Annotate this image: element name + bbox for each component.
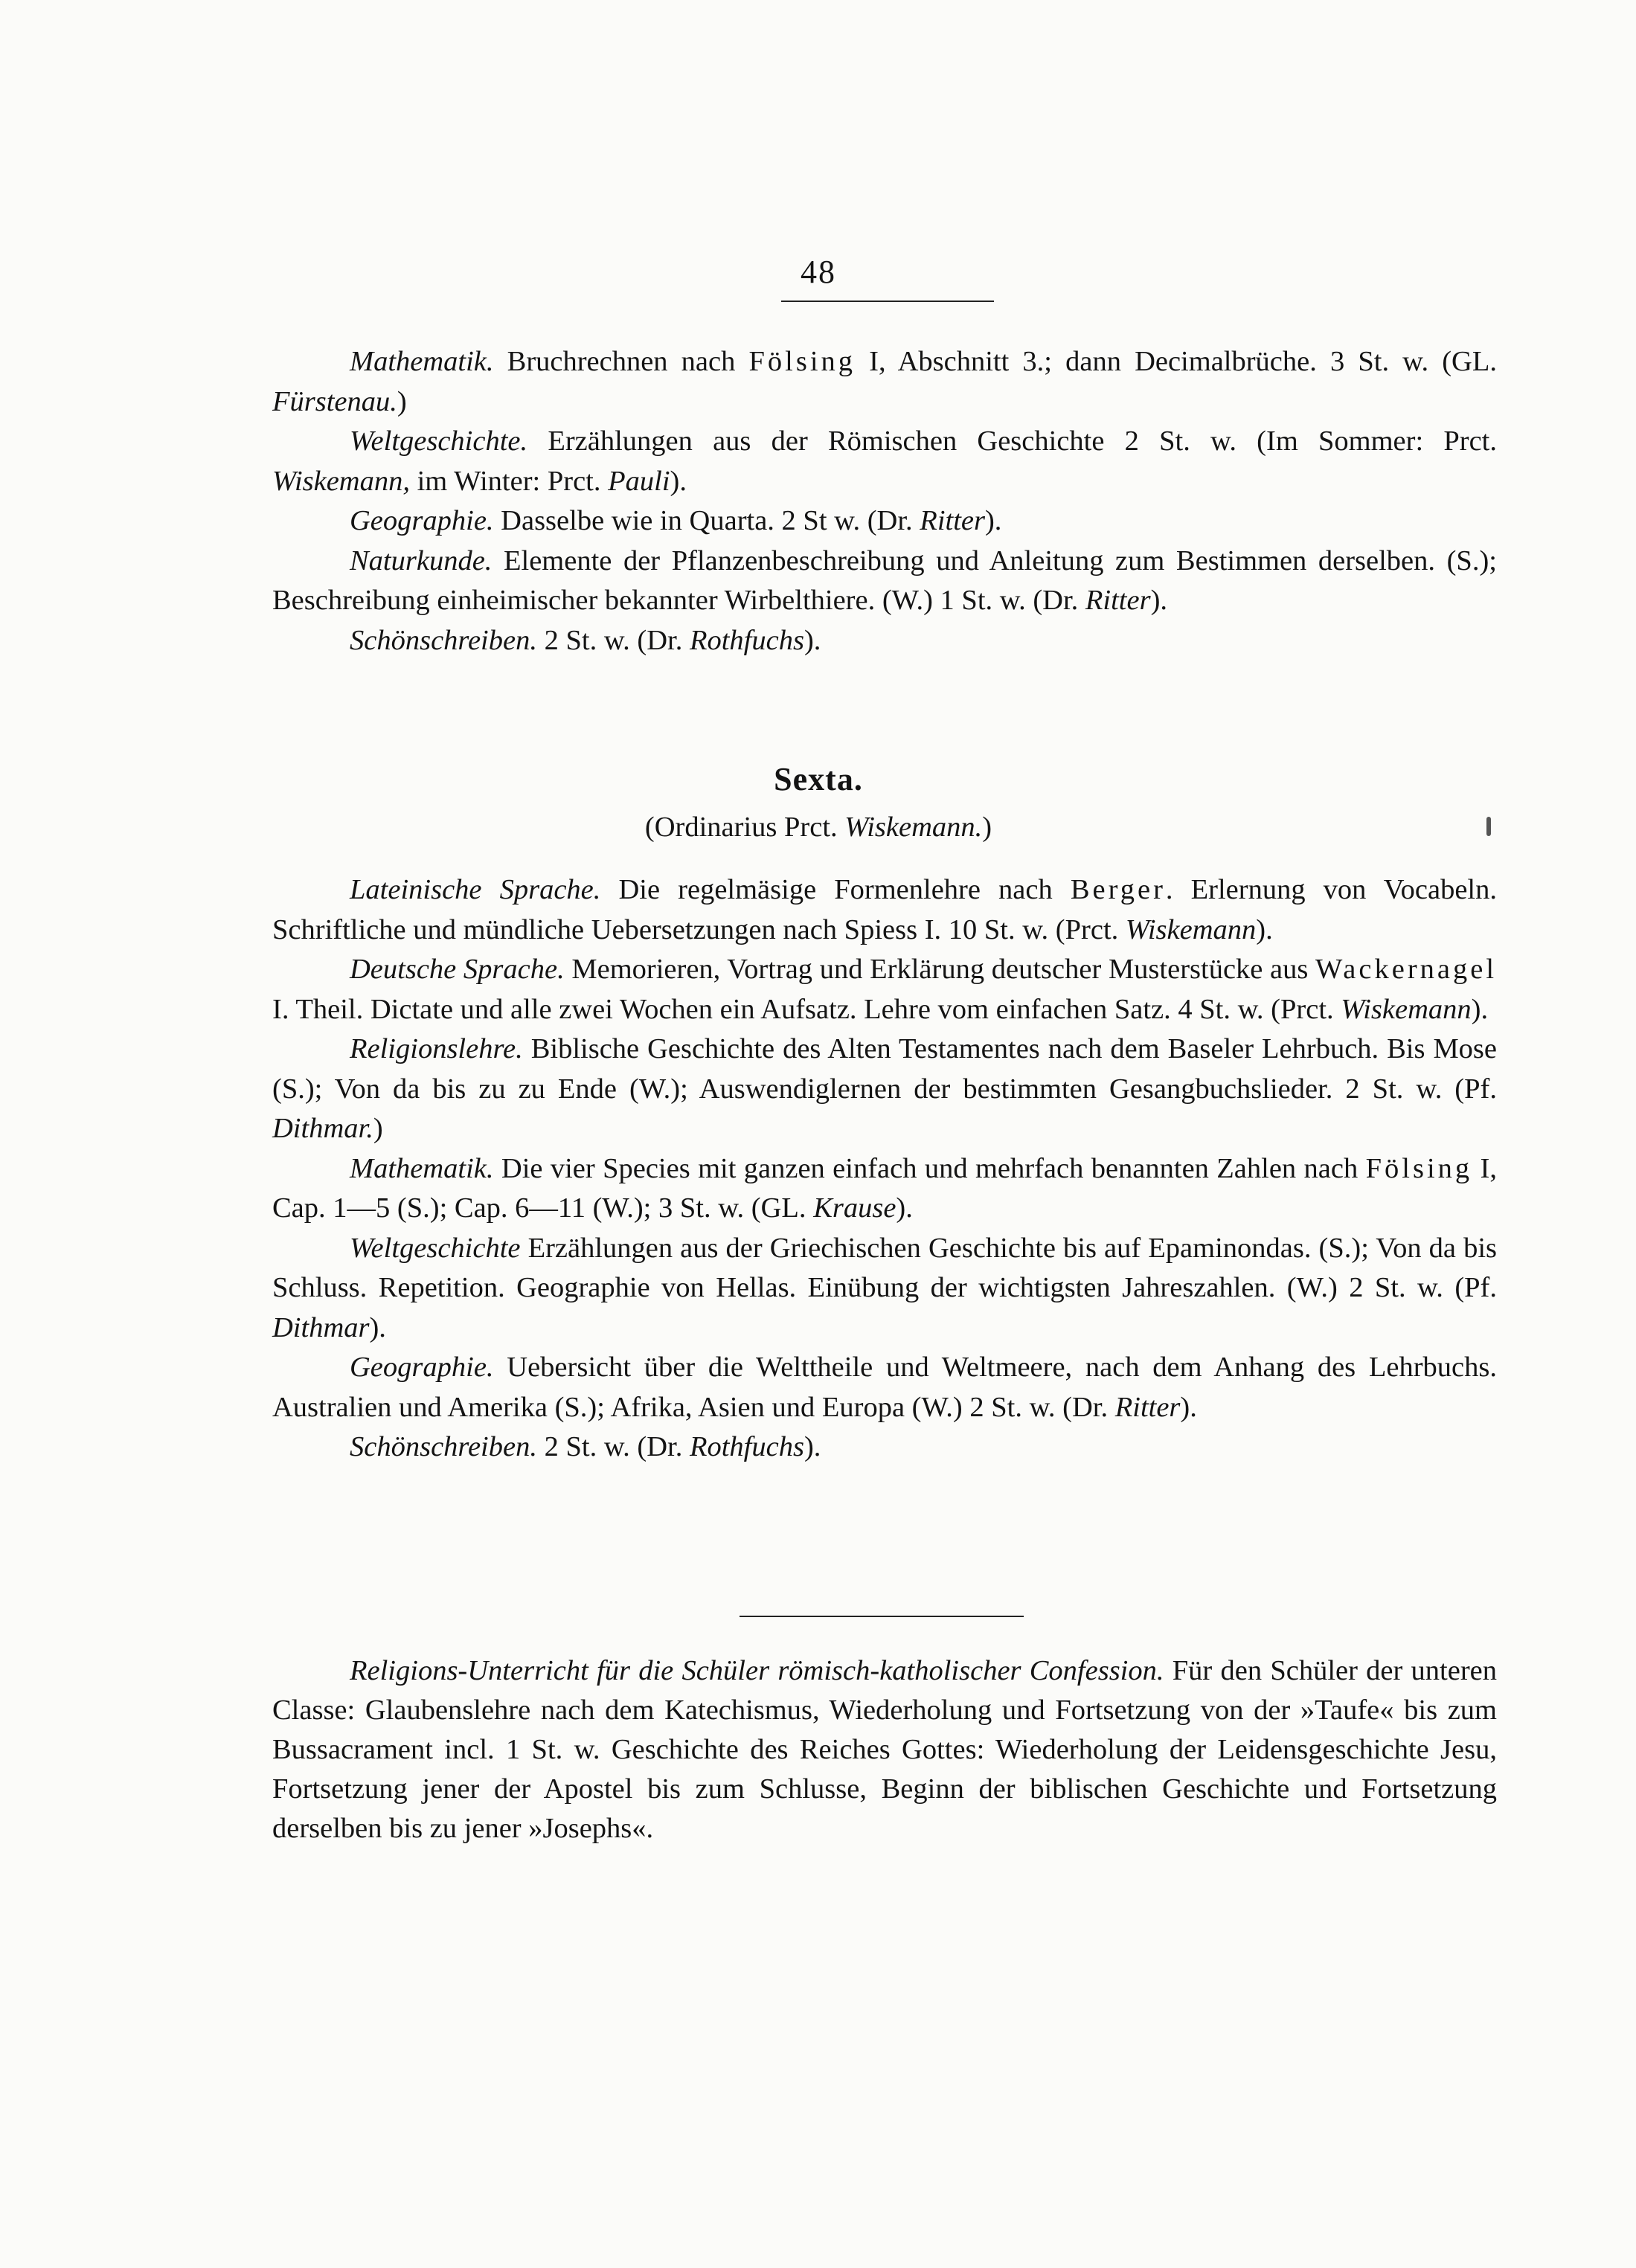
teacher-name: Fürstenau. bbox=[272, 385, 397, 417]
teacher-name: Rothfuchs bbox=[689, 1431, 804, 1462]
paragraph-schoenschreiben: Schönschreiben. 2 St. w. (Dr. Rothfuchs). bbox=[350, 1431, 821, 1462]
subject-label: Geographie. bbox=[350, 505, 494, 536]
teacher-name: Ritter bbox=[1085, 585, 1151, 616]
paragraph-mathematik: Mathematik. Bruchrechnen nach Fölsing I, Abschnitt 3.; dann Decimalbrüche. 3 St. w. (GL. Fürstenau.) bbox=[272, 346, 1498, 417]
quinta-continuation bbox=[272, 342, 1497, 661]
author-name: Fölsing bbox=[748, 346, 856, 377]
paragraph-deutsch: Deutsche Sprache. Memorieren, Vortrag und Erklärung deutscher Musterstücke aus Wackernagel I. Theil. Dictate und alle zwei Wochen ein Aufsatz. Lehre vom einfachen Satz. 4 St. w. (Prct. Wiskemann). bbox=[272, 954, 1498, 1025]
subject-label: Geographie. bbox=[350, 1352, 494, 1383]
paragraph-latein: Lateinische Sprache. Die regelmäsige Formenlehre nach Berger. Erlernung von Vocabeln. Schriftliche und mündliche Uebersetzungen nach Spiess I. 10 St. w. (Prct. Wiskemann). bbox=[272, 874, 1497, 945]
author-name: Berger bbox=[1070, 874, 1166, 905]
print-speck bbox=[1486, 817, 1491, 836]
subject-label: Schönschreiben. bbox=[350, 1431, 537, 1462]
subject-label: Deutsche Sprache. bbox=[350, 954, 565, 985]
sexta-section bbox=[272, 870, 1497, 1468]
author-name: Fölsing bbox=[1365, 1152, 1473, 1184]
paragraph-geographie: Geographie. Dasselbe wie in Quarta. 2 St w. (Dr. Ritter). bbox=[350, 505, 1002, 536]
subject-label: Religions-Unterricht für die Schüler römisch-katholischer Confession. bbox=[350, 1655, 1164, 1686]
subject-label: Weltgeschichte bbox=[350, 1232, 521, 1264]
paragraph-weltgeschichte: Weltgeschichte. Erzählungen aus der Römischen Geschichte 2 St. w. (Im Sommer: Prct. Wiskemann, im Winter: Prct. Pauli). bbox=[272, 425, 1497, 497]
header-rule bbox=[781, 301, 994, 302]
paragraph-geographie: Geographie. Uebersicht über die Welttheile und Weltmeere, nach dem Anhang des Lehrbuchs. Australien und Amerika (S.); Afrika, Asien und Europa (W.) 2 St. w. (Dr. Ritter). bbox=[272, 1352, 1497, 1423]
teacher-name: Wiskemann. bbox=[844, 812, 983, 843]
section-heading-sexta: Sexta. bbox=[774, 761, 863, 797]
teacher-name: Dithmar. bbox=[272, 1113, 373, 1144]
teacher-name: Ritter bbox=[920, 505, 985, 536]
subject-label: Naturkunde. bbox=[350, 544, 493, 576]
teacher-name: Dithmar bbox=[272, 1311, 370, 1343]
ordinarius-line: (Ordinarius Prct. Wiskemann.) bbox=[644, 812, 992, 843]
paragraph-weltgeschichte: Weltgeschichte Erzählungen aus der Griechischen Geschichte bis auf Epaminondas. (S.); Von da bis Schluss. Repetition. Geographie von Hellas. Einübung der wichtigsten Jahreszahlen. (W.) 2 St. w. (Pf. Dithmar). bbox=[272, 1232, 1497, 1343]
section-divider bbox=[740, 1616, 1024, 1617]
teacher-name: Krause bbox=[813, 1192, 896, 1224]
author-name: Wackernagel bbox=[1315, 954, 1498, 985]
teacher-name: Wiskemann, bbox=[272, 465, 410, 497]
katholisch-section bbox=[272, 1651, 1497, 1848]
teacher-name: Wiskemann bbox=[1341, 993, 1472, 1025]
subject-label: Schönschreiben. bbox=[350, 624, 537, 656]
teacher-name: Ritter bbox=[1114, 1391, 1181, 1423]
paragraph-katholisch: Religions-Unterricht für die Schüler römisch-katholischer Confession. Für den Schüler der unteren Classe: Glaubenslehre nach dem Katechismus, Wiederholung und Fortsetzung von der »Taufe« bis zum Bussacrament incl. 1 St. w. Geschichte des Reiches Gottes: Wiederholung der Leidensgeschichte Jesu, Fortsetzung jener der Apostel bis zum Schlusse, Beginn der biblischen Geschichte und Fortsetzung derselben bis zu jener »Josephs«. bbox=[272, 1655, 1498, 1844]
teacher-name: Rothfuchs bbox=[689, 624, 804, 656]
paragraph-naturkunde: Naturkunde. Elemente der Pflanzenbeschreibung und Anleitung zum Bestimmen derselben. (S.); Beschreibung einheimischer bekannter Wirbelthiere. (W.) 1 St. w. (Dr. Ritter). bbox=[272, 544, 1497, 616]
paragraph-mathematik: Mathematik. Die vier Species mit ganzen einfach und mehrfach benannten Zahlen nach Fölsing I, Cap. 1—5 (S.); Cap. 6—11 (W.); 3 St. w. (GL. Krause). bbox=[272, 1152, 1497, 1224]
subject-label: Weltgeschichte. bbox=[350, 425, 528, 457]
page-number: 48 bbox=[801, 254, 836, 290]
paragraph-religion: Religionslehre. Biblische Geschichte des Alten Testamentes nach dem Baseler Lehrbuch. Bis Mose (S.); Von da bis zu zu Ende (W.); Auswendiglernen der bestimmten Gesangbuchslieder. 2 St. w. (Pf. Dithmar.) bbox=[272, 1033, 1497, 1144]
subject-label: Mathematik. bbox=[350, 346, 494, 377]
teacher-name: Wiskemann bbox=[1125, 913, 1257, 945]
subject-label: Religionslehre. bbox=[350, 1033, 523, 1064]
subject-label: Lateinische Sprache. bbox=[350, 874, 601, 905]
teacher-name: Pauli bbox=[608, 465, 670, 497]
paragraph-schoenschreiben: Schönschreiben. 2 St. w. (Dr. Rothfuchs). bbox=[350, 624, 821, 656]
subject-label: Mathematik. bbox=[350, 1152, 494, 1184]
